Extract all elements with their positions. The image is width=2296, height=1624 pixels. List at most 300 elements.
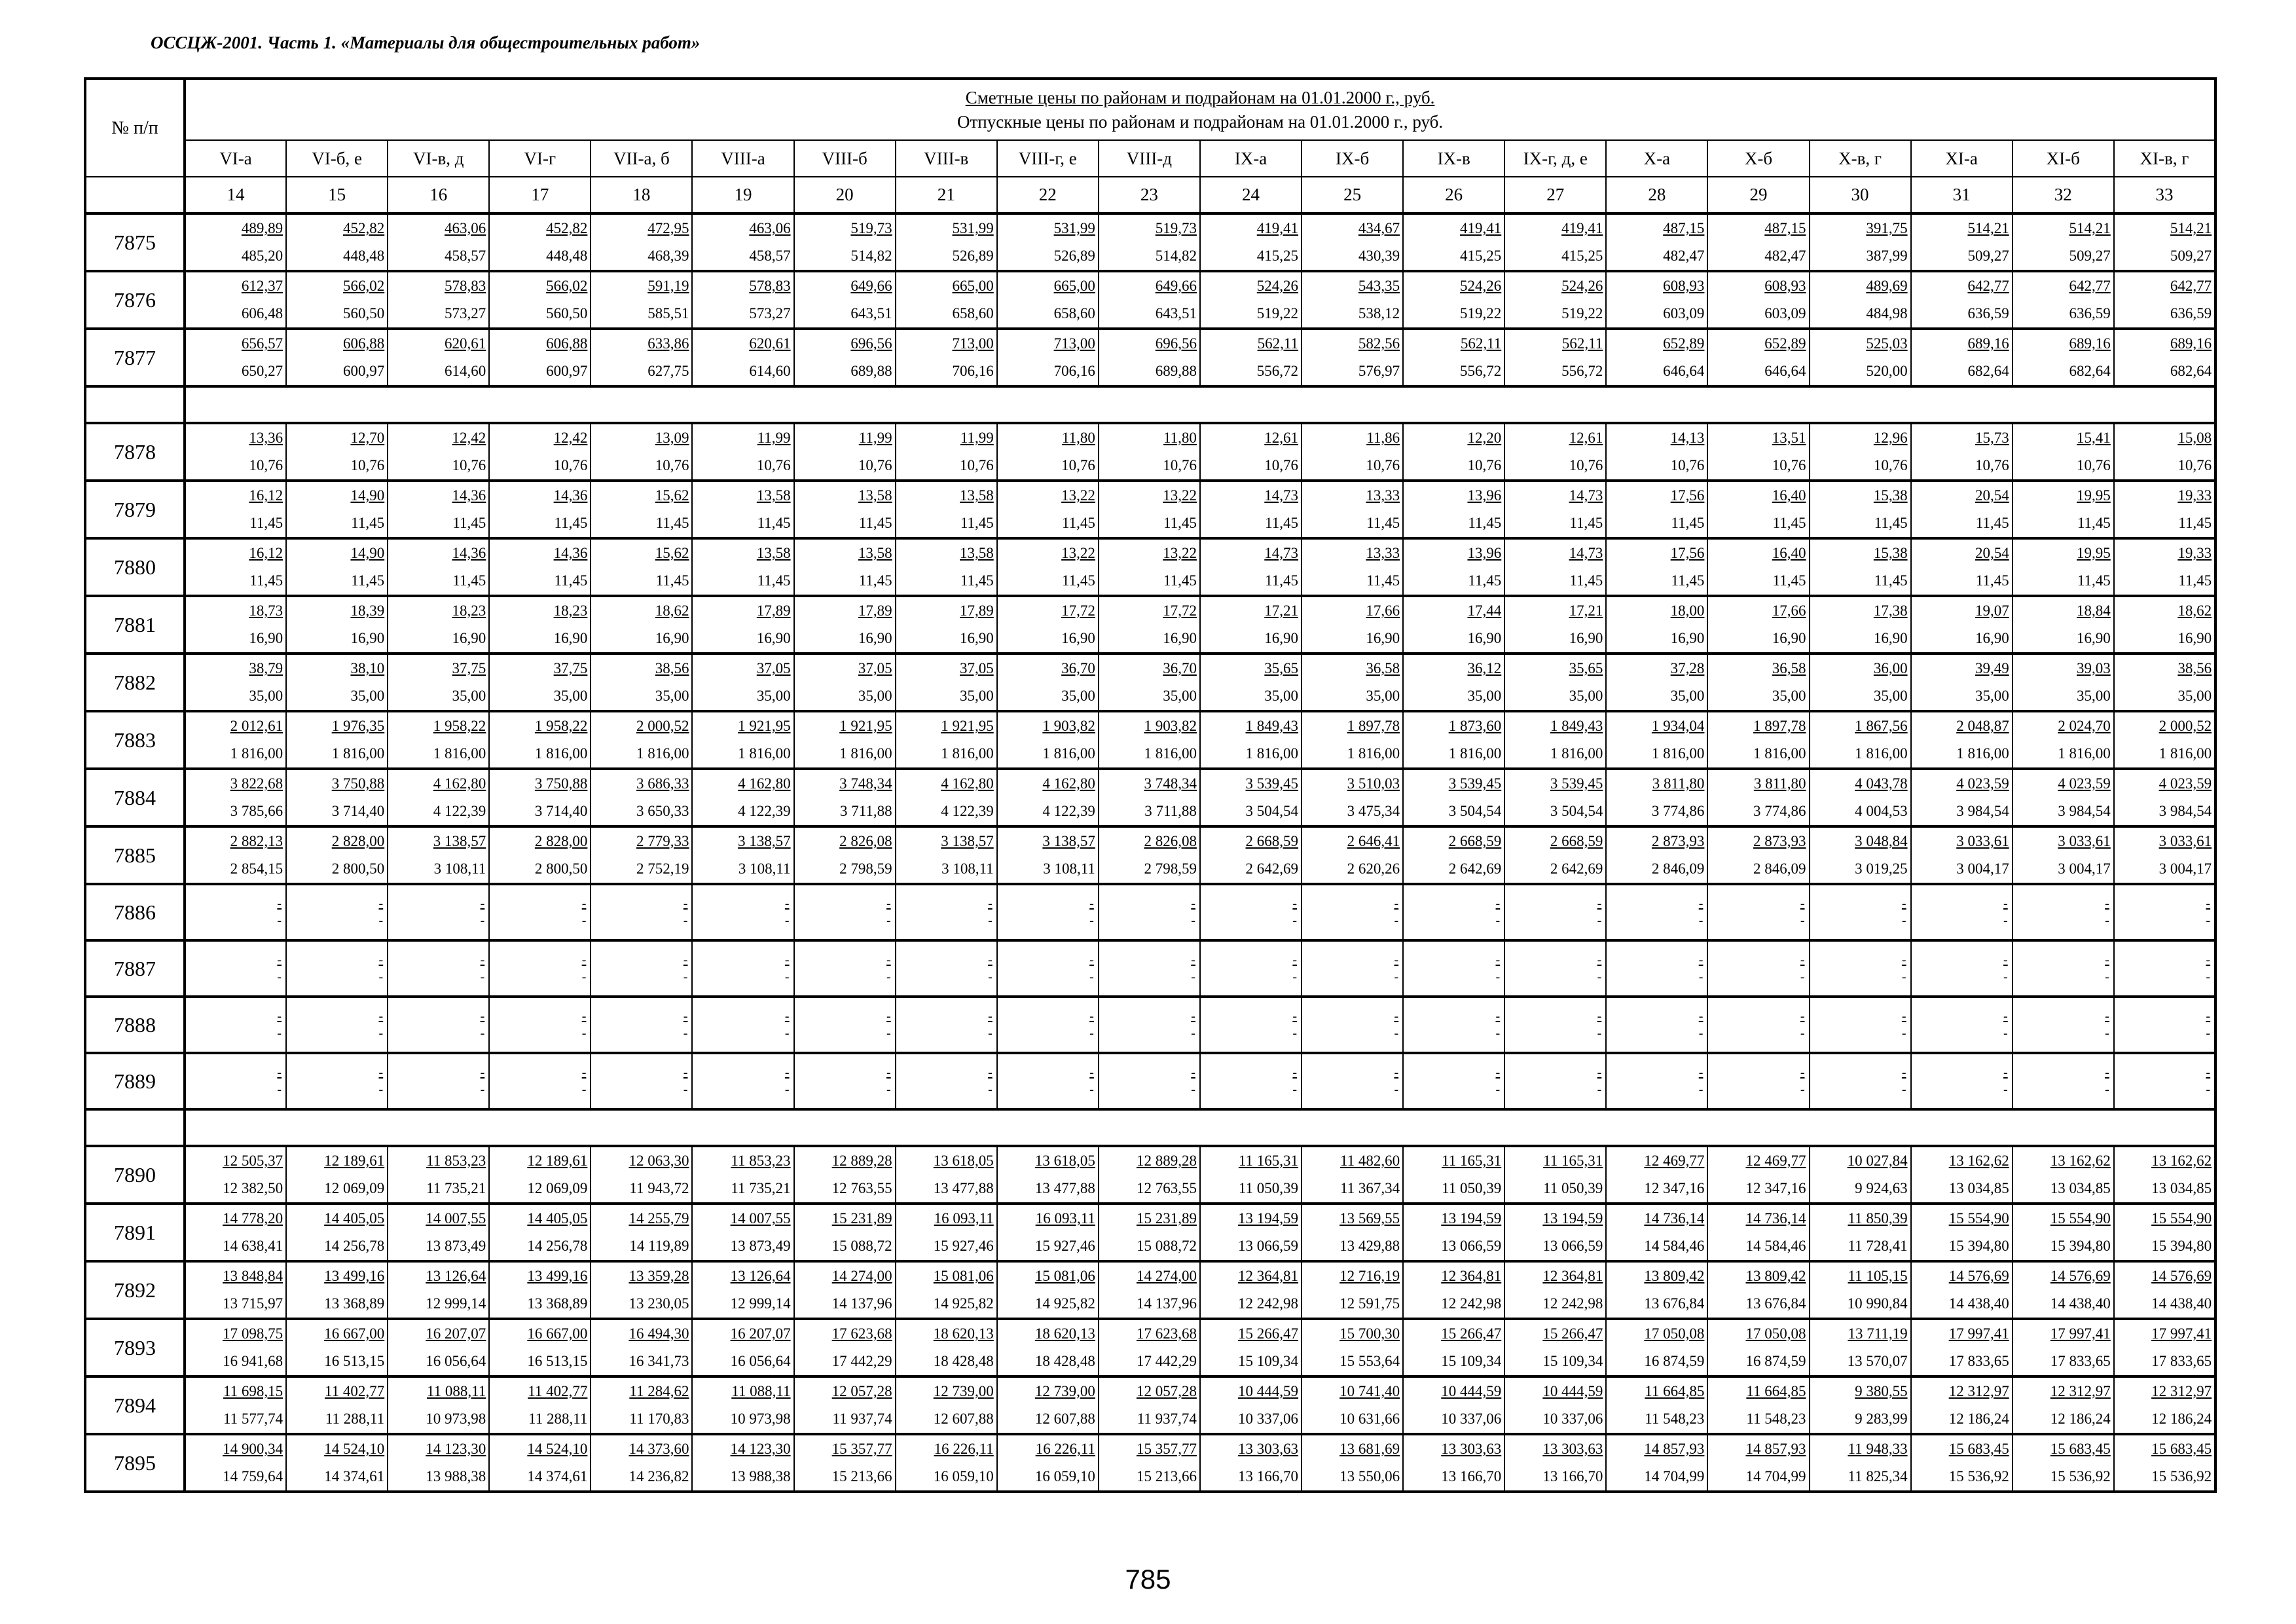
release-price: 606,48 [241,305,283,322]
estimate-price: 562,11 [1257,335,1299,352]
estimate-price: - [886,1009,891,1024]
price-cell [1911,1319,2013,1376]
estimate-price: 642,77 [2170,278,2212,294]
price-cell [489,1261,591,1319]
price-cell [185,1319,286,1376]
price-cell [591,654,692,711]
estimate-price: 14 373,60 [629,1441,689,1457]
release-price: - [1292,1026,1298,1041]
estimate-price: 15,62 [655,487,689,504]
estimate-price: 37,75 [553,660,588,676]
estimate-price: 12 057,28 [831,1383,892,1399]
release-price: 2 752,19 [636,860,689,877]
estimate-price: 566,02 [546,278,588,294]
release-price: 689,88 [1155,363,1197,379]
release-price: - [2003,913,2008,928]
price-cell [185,1053,286,1109]
estimate-price: - [581,1009,587,1024]
estimate-price: 13 359,28 [629,1268,689,1284]
price-cell [2013,1319,2114,1376]
release-price: - [1495,1082,1501,1097]
estimate-price: 11 165,31 [1543,1153,1603,1169]
estimate-price: 17,38 [1873,602,1908,619]
price-cell [692,997,793,1053]
release-price: - [1394,970,1399,984]
estimate-price: 14 255,79 [629,1210,689,1227]
price-cell [896,271,997,329]
price-cell [1911,654,2013,711]
release-price: - [378,970,384,984]
estimate-price: 14 524,10 [324,1441,385,1457]
release-price: - [277,1082,282,1097]
estimate-price: - [886,896,891,911]
release-price: - [2206,1082,2211,1097]
release-price: 14 704,99 [1644,1468,1705,1485]
price-cell [388,654,489,711]
price-cell [1707,1261,1809,1319]
price-cell [2114,1319,2215,1376]
price-cell [794,596,896,654]
price-cell [489,884,591,940]
column-number: 20 [794,177,896,213]
price-cell [896,1053,997,1109]
estimate-price: - [2206,896,2211,911]
release-price: 11,45 [351,515,385,531]
price-cell [185,769,286,826]
price-cell [591,769,692,826]
release-price: 13 550,06 [1339,1468,1400,1485]
price-cell [2013,1053,2114,1109]
price-cell [185,826,286,884]
table-row [85,329,2215,386]
release-price: 16 513,15 [527,1353,588,1369]
release-price: 13 429,88 [1339,1238,1400,1254]
estimate-price: 10 444,59 [1542,1383,1603,1399]
release-price: - [1698,1026,1704,1041]
release-price: 646,64 [1663,363,1705,379]
estimate-price: 13 848,84 [223,1268,283,1284]
release-price: - [480,1082,485,1097]
estimate-price: 11 088,11 [426,1383,486,1399]
estimate-price: 13,22 [1061,545,1095,561]
price-cell [2114,997,2215,1053]
release-price: - [581,913,587,928]
price-cell [794,884,896,940]
estimate-price: 11 850,39 [1848,1210,1908,1227]
separator-cell [85,1109,185,1146]
release-price: 3 650,33 [636,803,689,819]
release-price: - [683,1082,688,1097]
price-cell [185,213,286,271]
price-cell [1504,1261,1606,1319]
estimate-price: 11 284,62 [629,1383,689,1399]
estimate-price: 36,12 [1467,660,1502,676]
estimate-price: 12,61 [1264,430,1299,446]
price-cell [1200,1204,1302,1261]
release-price: 14 256,78 [527,1238,588,1254]
release-price: 12 186,24 [1948,1411,2009,1427]
release-price: 560,50 [546,305,588,322]
estimate-price: 3 138,57 [433,833,486,849]
separator-cell [85,386,185,423]
estimate-price: 3 138,57 [738,833,791,849]
release-price: 11,45 [1569,515,1603,531]
price-cell [1606,271,1707,329]
estimate-price: 15,38 [1873,545,1908,561]
release-price: - [581,970,587,984]
price-cell [794,271,896,329]
release-price: 13 166,70 [1238,1468,1299,1485]
release-price: 556,72 [1256,363,1299,379]
estimate-price: 696,56 [850,335,892,352]
column-number: 15 [286,177,388,213]
estimate-price: 17,72 [1163,602,1197,619]
estimate-price: 14 778,20 [223,1210,283,1227]
price-cell [896,213,997,271]
release-price: 35,00 [1467,688,1502,704]
estimate-price: 13 618,05 [1034,1153,1095,1169]
price-cell [1302,1053,1403,1109]
price-cell [896,1261,997,1319]
price-cell [997,213,1099,271]
price-cell [1099,1146,1200,1204]
release-price: 35,00 [1670,688,1705,704]
estimate-price: 463,06 [445,220,486,236]
release-price: 11,45 [249,515,283,531]
price-cell [1810,1204,1911,1261]
table-row [85,997,2215,1053]
region-header: XI-а [1911,140,2013,177]
price-cell [1099,538,1200,596]
release-price: - [1901,913,1906,928]
price-cell [2013,1376,2114,1434]
release-price: 3 108,11 [1043,860,1095,877]
column-number: 19 [692,177,793,213]
estimate-prices-title: Сметные цены по районам и подрайонам на 01.01.2000 г., руб. [965,87,1435,107]
estimate-price: 519,73 [1155,220,1197,236]
estimate-price: 1 849,43 [1550,718,1603,734]
price-table [84,77,2217,1493]
release-price: 10,76 [1772,457,1806,473]
estimate-price: 391,75 [1866,220,1908,236]
document-header: ОССЦЖ-2001. Часть 1. «Материалы для общестроительных работ» [151,33,701,52]
estimate-price: 1 867,56 [1855,718,1908,734]
estimate-price: 12 739,00 [933,1383,994,1399]
release-price: 1 816,00 [1855,745,1908,762]
estimate-price: 472,95 [647,220,689,236]
price-cell [591,1146,692,1204]
release-price: 10,76 [2178,457,2212,473]
number-column-header: № п/п [85,79,185,177]
price-cell [997,481,1099,538]
release-price: - [886,913,891,928]
release-price: 4 122,39 [941,803,994,819]
estimate-price: 12 312,97 [1948,1383,2009,1399]
release-price: 18 428,48 [1034,1353,1095,1369]
price-cell [1911,538,2013,596]
price-cell [997,329,1099,386]
price-cell [1504,1319,1606,1376]
price-cell [185,329,286,386]
estimate-price: 19,95 [2077,545,2111,561]
estimate-price: 13 809,42 [1745,1268,1806,1284]
estimate-price: 11 165,31 [1238,1153,1299,1169]
release-price: 1 816,00 [331,745,385,762]
estimate-price: 13,58 [756,545,791,561]
estimate-price: 620,61 [749,335,791,352]
price-cell [1911,213,2013,271]
release-price: - [277,1026,282,1041]
estimate-price: 419,41 [1459,220,1502,236]
release-price: - [1901,970,1906,984]
release-price: 4 122,39 [1042,803,1095,819]
release-price: 415,25 [1561,248,1603,264]
release-price: 13 477,88 [933,1180,994,1196]
price-cell [1911,1146,2013,1204]
price-cell [1707,940,1809,997]
price-cell [591,711,692,769]
release-price: 16,90 [1670,630,1705,646]
price-cell [286,1261,388,1319]
price-cell [1099,997,1200,1053]
release-price: 1 816,00 [1042,745,1095,762]
price-cell [185,654,286,711]
estimate-price: - [581,896,587,911]
release-price: 15 536,92 [2151,1468,2212,1485]
release-price: 15 088,72 [1136,1238,1197,1254]
price-cell [1302,271,1403,329]
estimate-price: - [1901,1065,1906,1080]
release-price: 2 854,15 [230,860,283,877]
release-price: 576,97 [1358,363,1400,379]
estimate-price: 14,36 [553,545,588,561]
price-cell [794,711,896,769]
estimate-price: 13,22 [1061,487,1095,504]
estimate-price: 16 494,30 [629,1325,689,1342]
release-price: 11 288,11 [528,1411,588,1427]
release-price: 3 984,54 [2058,803,2111,819]
estimate-price: 15 683,45 [2050,1441,2111,1457]
price-cell [896,329,997,386]
release-price: 16,90 [960,630,994,646]
price-cell [1606,826,1707,884]
price-cell [286,711,388,769]
release-price: 10 631,66 [1339,1411,1400,1427]
price-cell [1302,213,1403,271]
estimate-price: 20,54 [1975,487,2009,504]
price-cell [1504,1146,1606,1204]
estimate-price: 696,56 [1155,335,1197,352]
release-price: 4 004,53 [1855,803,1908,819]
price-cell [591,271,692,329]
page-number: 785 [1125,1564,1171,1595]
estimate-price: 16 207,07 [730,1325,791,1342]
price-cell [1606,997,1707,1053]
estimate-price: 3 539,45 [1448,775,1502,792]
region-header: X-а [1606,140,1707,177]
estimate-price: 13 618,05 [933,1153,994,1169]
release-price: 35,00 [1975,688,2009,704]
release-price: 4 122,39 [738,803,791,819]
release-price: - [378,1082,384,1097]
price-cell [1707,481,1809,538]
estimate-price: 3 748,34 [839,775,892,792]
release-price: - [378,1026,384,1041]
release-price: 11,45 [1163,515,1197,531]
price-cell [591,1053,692,1109]
price-cell [591,1319,692,1376]
price-cell [1403,1319,1504,1376]
estimate-price: 1 958,22 [433,718,486,734]
row-number: 7878 [85,423,185,481]
estimate-price: 15 266,47 [1542,1325,1603,1342]
release-price: 520,00 [1866,363,1908,379]
release-price: 13 988,38 [426,1468,486,1485]
row-number: 7877 [85,329,185,386]
release-price: 16,90 [756,630,791,646]
price-cell [997,1261,1099,1319]
price-cell [1810,769,1911,826]
row-number: 7893 [85,1319,185,1376]
release-price: 614,60 [749,363,791,379]
release-price: 485,20 [241,248,283,264]
release-price: - [988,1082,993,1097]
release-price: 12 999,14 [730,1295,791,1312]
estimate-price: 2 646,41 [1347,833,1400,849]
row-number: 7890 [85,1146,185,1204]
price-cell [692,213,793,271]
price-cell [997,711,1099,769]
row-number: 7883 [85,711,185,769]
price-cell [794,826,896,884]
price-cell [1504,884,1606,940]
price-cell [1200,1376,1302,1434]
estimate-price: 10 444,59 [1238,1383,1299,1399]
price-cell [1403,271,1504,329]
estimate-price: 15 081,06 [1034,1268,1095,1284]
release-price: 3 774,86 [1753,803,1806,819]
price-cell [591,329,692,386]
price-cell [2013,769,2114,826]
price-cell [1504,769,1606,826]
release-price: 1 816,00 [1347,745,1400,762]
price-cell [185,596,286,654]
price-cell [794,1376,896,1434]
estimate-price: 463,06 [749,220,791,236]
estimate-price: 36,00 [1873,660,1908,676]
estimate-price: 13 569,55 [1339,1210,1400,1227]
price-cell [1302,538,1403,596]
release-price: 13 988,38 [730,1468,791,1485]
estimate-price: 525,03 [1866,335,1908,352]
price-cell [997,1146,1099,1204]
estimate-price: 13 303,63 [1542,1441,1603,1457]
table-row [85,1319,2215,1376]
price-cell [896,769,997,826]
release-price: 16,90 [655,630,689,646]
release-price: 1 816,00 [738,745,791,762]
release-price: 35,00 [1772,688,1806,704]
estimate-price: 17 050,08 [1745,1325,1806,1342]
release-price: 11,45 [858,572,892,589]
estimate-price: 13,51 [1772,430,1806,446]
release-price: 415,25 [1256,248,1299,264]
estimate-price: 18,62 [655,602,689,619]
price-cell [1302,1376,1403,1434]
release-price: 10,76 [249,457,283,473]
estimate-price: 649,66 [1155,278,1197,294]
release-price: - [1089,1082,1094,1097]
release-price: 509,27 [2069,248,2111,264]
release-price: 16 341,73 [629,1353,689,1369]
release-price: 14 925,82 [1034,1295,1095,1312]
release-price: 3 711,88 [840,803,892,819]
release-price: 16 874,59 [1745,1353,1806,1369]
release-price: 11 937,74 [832,1411,892,1427]
price-cell [1099,1319,1200,1376]
price-cell [2114,940,2215,997]
price-cell [1810,329,1911,386]
estimate-price: 11,80 [1061,430,1095,446]
release-price: 11,45 [2178,515,2212,531]
price-cell [2114,481,2215,538]
price-cell [692,538,793,596]
price-cell [489,711,591,769]
column-number: 16 [388,177,489,213]
title-row [85,79,2215,140]
estimate-price: 3 686,33 [636,775,689,792]
estimate-price: - [1698,896,1704,911]
release-price: 15 553,64 [1339,1353,1400,1369]
release-price: 13 166,70 [1441,1468,1502,1485]
row-number: 7884 [85,769,185,826]
price-cell [591,423,692,481]
price-cell [1099,711,1200,769]
estimate-price: 13,33 [1366,545,1400,561]
estimate-price: 14 736,14 [1745,1210,1806,1227]
price-cell [1504,481,1606,538]
release-price: - [581,1026,587,1041]
release-price: 15 394,80 [1948,1238,2009,1254]
price-cell [896,940,997,997]
price-cell [1606,1261,1707,1319]
estimate-price: 2 000,52 [2159,718,2212,734]
estimate-price: 582,56 [1358,335,1400,352]
price-cell [2114,423,2215,481]
estimate-price: 12,61 [1569,430,1603,446]
release-price: 11,45 [960,515,994,531]
release-price: 646,64 [1764,363,1806,379]
price-cell [185,271,286,329]
section-separator-row [85,1109,2215,1146]
estimate-price: 11 948,33 [1848,1441,1908,1457]
estimate-price: - [1394,953,1399,967]
estimate-price: 17,44 [1467,602,1502,619]
release-price: 10,76 [1366,457,1400,473]
price-cell [1099,654,1200,711]
estimate-price: 524,26 [1561,278,1603,294]
release-price: - [1597,1082,1602,1097]
price-cell [896,654,997,711]
release-price: 14 374,61 [527,1468,588,1485]
column-number: 29 [1707,177,1809,213]
estimate-price: 18 620,13 [1034,1325,1095,1342]
table-row [85,884,2215,940]
price-cell [1707,711,1809,769]
release-price: 10 973,98 [730,1411,791,1427]
estimate-price: - [2003,1009,2008,1024]
estimate-price: 10 444,59 [1441,1383,1502,1399]
